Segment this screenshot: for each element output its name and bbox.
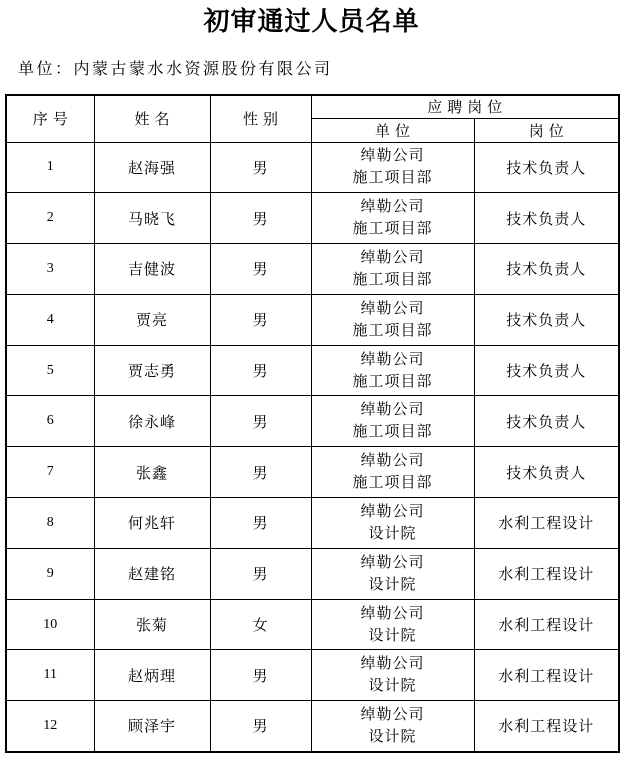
cell-gender: 男 [210, 396, 311, 447]
unit-line-2: 施工项目部 [352, 221, 433, 238]
unit-line-2: 施工项目部 [352, 170, 433, 187]
cell-unit [311, 193, 474, 244]
header-row-top [6, 95, 619, 118]
cell-index: 6 [6, 396, 94, 447]
unit-line-2: 设计院 [368, 728, 417, 745]
header-post: 岗位 [474, 118, 619, 142]
cell-index: 1 [6, 142, 94, 193]
cell-gender: 男 [210, 548, 311, 599]
cell-post: 技术负责人 [474, 244, 619, 295]
cell-name: 顾泽宇 [94, 701, 210, 752]
cell-unit [311, 142, 474, 193]
cell-name: 徐永峰 [94, 396, 210, 447]
cell-name: 赵建铭 [94, 548, 210, 599]
unit-line-2: 设计院 [368, 678, 417, 695]
cell-index: 10 [6, 599, 94, 650]
unit-line-2: 施工项目部 [352, 424, 433, 441]
table-row [6, 548, 619, 599]
table-row [6, 193, 619, 244]
cell-post: 水利工程设计 [474, 701, 619, 752]
cell-post: 技术负责人 [474, 345, 619, 396]
cell-post: 水利工程设计 [474, 599, 619, 650]
header-unit: 单位 [311, 118, 474, 142]
cell-post: 水利工程设计 [474, 548, 619, 599]
unit-line-1: 绰勒公司 [360, 706, 425, 723]
cell-unit [311, 447, 474, 498]
cell-gender: 男 [210, 294, 311, 345]
cell-unit [311, 548, 474, 599]
unit-line-1: 绰勒公司 [360, 199, 425, 216]
cell-post: 水利工程设计 [474, 498, 619, 549]
table-body [6, 142, 619, 752]
unit-line-1: 绰勒公司 [360, 249, 425, 266]
cell-index: 11 [6, 650, 94, 701]
cell-name: 张鑫 [94, 447, 210, 498]
unit-line-1: 绰勒公司 [360, 300, 425, 317]
table-row [6, 345, 619, 396]
cell-post: 技术负责人 [474, 294, 619, 345]
header-name: 姓名 [94, 95, 210, 142]
cell-gender: 男 [210, 701, 311, 752]
cell-name: 贾亮 [94, 294, 210, 345]
cell-index: 4 [6, 294, 94, 345]
cell-post: 技术负责人 [474, 396, 619, 447]
cell-gender: 男 [210, 345, 311, 396]
unit-line-2: 设计院 [368, 627, 417, 644]
table-row [6, 244, 619, 295]
cell-name: 吉健波 [94, 244, 210, 295]
page-title: 初审通过人员名单 [203, 7, 420, 36]
cell-name: 赵海强 [94, 142, 210, 193]
table-row [6, 650, 619, 701]
cell-unit [311, 599, 474, 650]
cell-name: 马晓飞 [94, 193, 210, 244]
unit-line-1: 绰勒公司 [360, 503, 425, 520]
cell-post: 技术负责人 [474, 447, 619, 498]
header-position-group: 应聘岗位 [311, 95, 619, 118]
cell-index: 8 [6, 498, 94, 549]
cell-index: 5 [6, 345, 94, 396]
header-gender: 性别 [210, 95, 311, 142]
cell-name: 何兆轩 [94, 498, 210, 549]
cell-unit [311, 701, 474, 752]
unit-line [18, 60, 623, 80]
unit-line-2: 施工项目部 [352, 322, 433, 339]
unit-line-2: 设计院 [368, 576, 417, 593]
cell-gender: 男 [210, 498, 311, 549]
cell-index: 2 [6, 193, 94, 244]
applicants-table [5, 94, 620, 753]
unit-line-1: 绰勒公司 [360, 656, 425, 673]
table-row [6, 294, 619, 345]
table-row [6, 599, 619, 650]
cell-unit [311, 650, 474, 701]
cell-gender: 男 [210, 244, 311, 295]
cell-gender: 男 [210, 650, 311, 701]
cell-name: 贾志勇 [94, 345, 210, 396]
unit-label: 单位： [18, 61, 74, 78]
cell-name: 赵炳理 [94, 650, 210, 701]
table-row [6, 701, 619, 752]
cell-index: 7 [6, 447, 94, 498]
unit-line-1: 绰勒公司 [360, 402, 425, 419]
unit-line-2: 施工项目部 [352, 475, 433, 492]
unit-line-1: 绰勒公司 [360, 554, 425, 571]
table-header [6, 95, 619, 142]
cell-index: 3 [6, 244, 94, 295]
table-row [6, 498, 619, 549]
cell-unit [311, 396, 474, 447]
table-row [6, 142, 619, 193]
cell-name: 张菊 [94, 599, 210, 650]
cell-index: 12 [6, 701, 94, 752]
cell-post: 技术负责人 [474, 193, 619, 244]
cell-post: 技术负责人 [474, 142, 619, 193]
unit-line-2: 施工项目部 [352, 271, 433, 288]
unit-line-1: 绰勒公司 [360, 605, 425, 622]
cell-index: 9 [6, 548, 94, 599]
unit-line-2: 设计院 [368, 525, 417, 542]
cell-gender: 男 [210, 193, 311, 244]
table-row [6, 447, 619, 498]
cell-unit [311, 244, 474, 295]
header-index: 序号 [6, 95, 94, 142]
unit-line-1: 绰勒公司 [360, 453, 425, 470]
cell-unit [311, 498, 474, 549]
unit-line-2: 施工项目部 [352, 373, 433, 390]
unit-line-1: 绰勒公司 [360, 148, 425, 165]
cell-gender: 男 [210, 447, 311, 498]
cell-gender: 女 [210, 599, 311, 650]
unit-value: 内蒙古蒙水水资源股份有限公司 [73, 61, 333, 78]
cell-unit [311, 345, 474, 396]
cell-gender: 男 [210, 142, 311, 193]
table-row [6, 396, 619, 447]
unit-line-1: 绰勒公司 [360, 351, 425, 368]
cell-unit [311, 294, 474, 345]
cell-post: 水利工程设计 [474, 650, 619, 701]
